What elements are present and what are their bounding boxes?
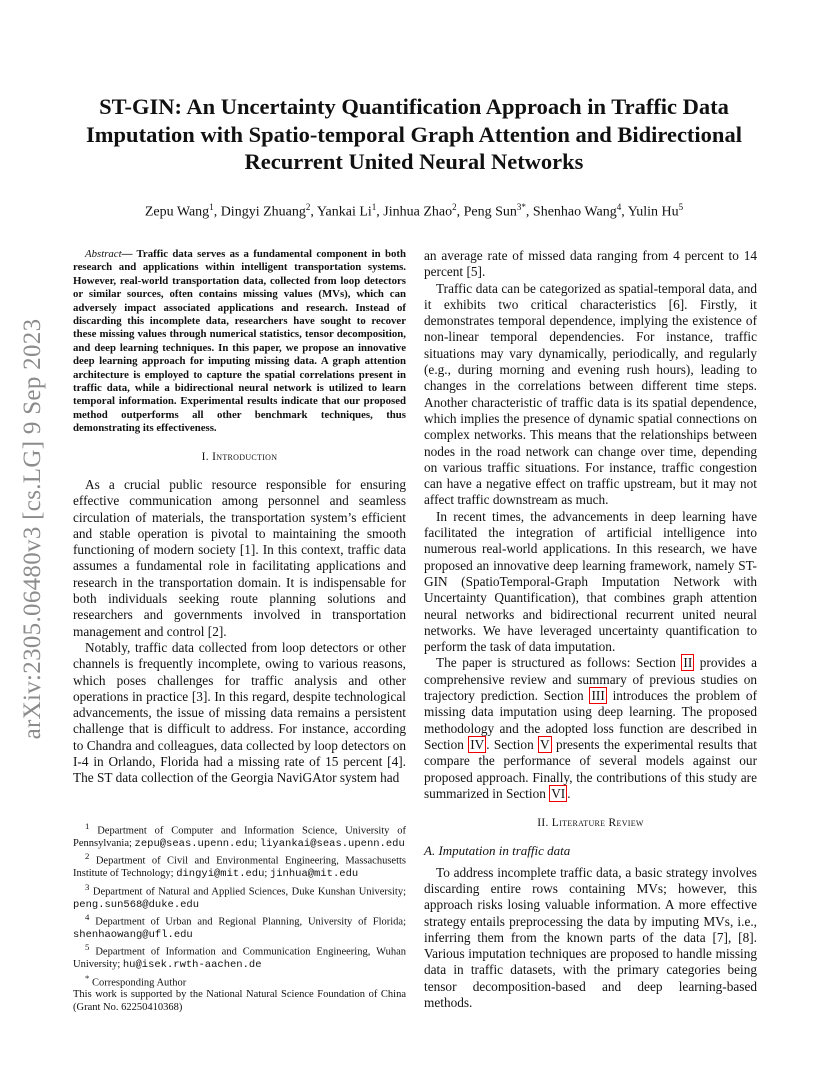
abstract-text: — Traffic data serves as a fundamental component in both research and applications within intelligent transportation systems. However, real-world transportation data, collected from loop detectors or similar sources, often contains missing values (MVs), which can adversely impact associated applications and research. Instead of discarding this incomplete data, researchers have sought to recover these missing values through numerical statistics, tensor decomposition, and deep learning techniques. In this paper, we propose an innovative deep learning approach for imputing missing data. A graph attention architecture is employed to capture the spatial correlations present in traffic data, while a bidirectional neural network is utilized to learn temporal information. Experimental results indicate that our proposed method outperforms all other benchmark techniques, thus demonstrating its effectiveness. (73, 248, 406, 435)
abstract-label: Abstract (85, 248, 122, 260)
author-affiliation-mark: 1 (209, 202, 214, 212)
intro-paragraph-2: Notably, traffic data collected from loop detectors or other channels is frequently incomplete, owing to various reasons, which poses challenges for traffic analysis and other operations in practice [3]. In this regard, despite technological advancements, the issue of missing data remains a persistent challenge that is difficult to address. For instance, according to Chandra and colleagues, data collected by loop detectors on I-4 in Orlando, Florida had a missing rate of 15 percent [4]. The ST data collection of the Georgia NaviGAtor system had (73, 639, 406, 786)
author-name: Zepu Wang (144, 204, 210, 220)
lit-review-paragraph-1: To address incomplete traffic data, a basic strategy involves discarding entire rows containing MVs; however, this approach risks losing valuable information. A more effective strategy entails preprocessing the data by imputing MVs, i.e., inferring them from the known parts of the data [7], [8]. Various imputation techniques are proposed to handle missing data in traffic datasets, with the primary categories being tensor decomposition-based and deep learning-based methods. (424, 864, 757, 1011)
section-ref-link[interactable]: VI (551, 785, 566, 801)
author-name: Yulin Hu (627, 204, 679, 220)
email-link[interactable]: dingyi@mit.edu (176, 868, 265, 881)
section-ref-link[interactable]: III (591, 688, 605, 704)
author-name: Peng Sun (463, 204, 517, 220)
arxiv-sidebar (8, 294, 58, 764)
abstract (73, 248, 406, 436)
email-link[interactable]: peng.sun568@duke.edu (73, 898, 200, 911)
author-affiliation-mark: 2 (305, 202, 311, 212)
author-affiliation-mark: 1 (371, 202, 377, 212)
subsection-heading: A. Imputation in traffic data (424, 843, 571, 859)
intro-paragraph-2-continued: an average rate of missed data ranging from 4 percent to 14 percent [5]. (424, 248, 757, 280)
author-name: Dingyi Zhuang (220, 204, 306, 220)
intro-paragraph-5: The paper is structured as follows: Section II provides a comprehensive review and summary of previous studies on trajectory prediction. Section III introduces the problem of missing data imputation using deep learning. The proposed methodology and the adopted loss function are described in Section IV . Section V presents the experimental results that compare the performance of several models against our proposed approach. Finally, the contributions of this study are summarized in Section VI . (424, 655, 758, 801)
footnotes (73, 820, 406, 1014)
footnote-3: $^3$ Department of Natural and Applied Sciences, Duke Kunshan University; peng.sun568@duke.edu (73, 881, 406, 911)
section-ref-link[interactable]: II (683, 655, 693, 671)
intro-paragraph-1: As a crucial public resource responsible for ensuring effective communication among personnel and seamless circulation of materials, the transportation system’s efficient and stable operation is pivotal to maintaining the smooth functioning of modern society [1]. In this context, traffic data assumes a fundamental role in facilitating applications and research in the transportation domain. It is indispensable for both individuals seeking route planning solutions and researchers and governments involved in transportation management and control [2]. (73, 476, 406, 639)
footnote-corresponding: * Corresponding Author (85, 972, 187, 989)
author-affiliation-mark: 4 (616, 202, 622, 212)
footnote-4: $^4$ Department of Urban and Regional Planning, University of Florida; shenhaowang@ufl.edu (73, 911, 406, 941)
right-column (424, 248, 757, 1011)
email-link[interactable]: shenhaowang@ufl.edu (73, 928, 193, 941)
email-link[interactable]: hu@isek.rwth-aachen.de (122, 959, 262, 972)
section-ref-link[interactable]: IV (470, 736, 485, 752)
author-list: Zepu Wang$^1$, Dingyi Zhuang$^2$, Yankai Li$^1$, Jinhua Zhao$^2$, Peng Sun$^{3*}$, Shenhao Wang$^4$, Yulin Hu$^5$ (144, 202, 684, 220)
author-name: Jinhua Zhao (383, 204, 453, 220)
footnote-5: $^5$ Department of Information and Communication Engineering, Wuhan University; hu@isek.rwth-aachen.de (73, 942, 407, 972)
author-affiliation-mark: 2 (452, 202, 457, 212)
section-ref-link[interactable]: V (540, 736, 550, 752)
author-name: Shenhao Wang (532, 204, 617, 220)
author-affiliation-mark: 3* (516, 202, 526, 212)
section-heading-literature-review: II. Literature Review (537, 817, 644, 830)
section-heading-introduction: I. Introduction (201, 450, 278, 463)
email-link[interactable]: jinhua@mit.edu (269, 868, 359, 881)
intro-paragraph-3: Traffic data can be categorized as spatial-temporal data, and it exhibits two critical characteristics [6]. Firstly, it demonstrates temporal dependence, implying the existence of non-linear temporal dependencies. For instance, traffic situations may vary dynamically, periodically, and regularly (e.g., during morning and evening rush hours), leading to changes in the correlations between different time steps. Another characteristic of traffic data is its spatial dependence, which implies the presence of dynamic spatial connections on complex networks. This means that the relationships between nodes in the road network can change over time, depending on various traffic situations. For instance, traffic congestion can have a negative effect on traffic upstream, but it may not affect traffic downstream as much. (424, 280, 757, 508)
left-column (73, 248, 406, 787)
paper-title: ST-GIN: An Uncertainty Quantification Approach in Traffic Data Imputation with Spatio-temporal Graph Attention and Bidirectional Recurrent United Neural Networks (86, 94, 742, 174)
footnote-1: $^1$ Department of Computer and Information Science, University of Pennsylvania; zepu@seas.upenn.edu; liyankai@seas.upenn.edu (73, 821, 407, 850)
author-affiliation-mark: 5 (678, 202, 684, 212)
email-link[interactable]: zepu@seas.upenn.edu (134, 837, 255, 850)
author-name: Yankai Li (316, 204, 372, 220)
arxiv-identifier: arXiv:2305.06480v3 [cs.LG] 9 Sep 2023 (19, 318, 46, 740)
funding-note: This work is supported by the National Natural Science Foundation of China (Grant No. 62250410368) (73, 989, 406, 1013)
footnote-2: $^2$ Department of Civil and Environmental Engineering, Massachusetts Institute of Technology; dingyi@mit.edu; jinhua@mit.edu (73, 851, 406, 881)
intro-paragraph-4: In recent times, the advancements in deep learning have facilitated the integration of artificial intelligence into numerous real-world applications. In this research, we have proposed an innovative deep learning framework, namely ST-GIN (SpatioTemporal-Graph Imputation Network with Uncertainty Quantification), that combines graph attention neural networks and bidirectional recurrent united neural networks. We have leveraged uncertainty quantification to perform the task of data imputation. (424, 508, 757, 655)
email-link[interactable]: liyankai@seas.upenn.edu (259, 837, 405, 850)
